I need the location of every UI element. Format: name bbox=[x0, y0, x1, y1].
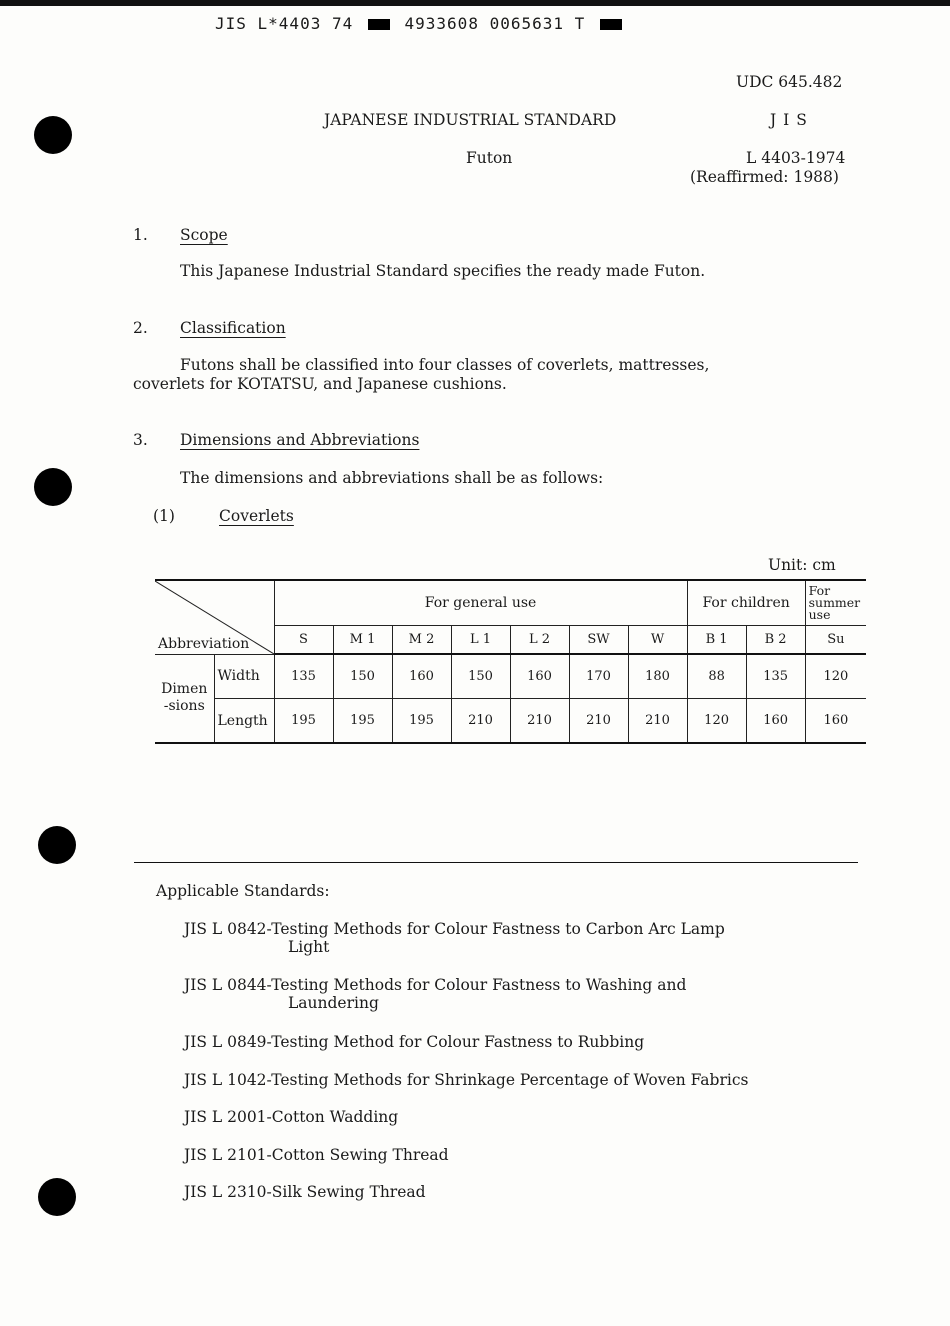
standard-title: JAPANESE INDUSTRIAL STANDARD bbox=[324, 111, 617, 129]
applicable-standard-item bbox=[184, 920, 725, 956]
section-number: 3. bbox=[133, 431, 148, 449]
standard-line: JIS L 0842-Testing Methods for Colour Fastness to Carbon Arc Lamp bbox=[184, 920, 725, 938]
row-label-length: Length bbox=[214, 699, 274, 744]
dimensions-label: Dimen-sions bbox=[155, 654, 214, 743]
subsection-number: (1) bbox=[153, 507, 175, 525]
punch-hole bbox=[34, 468, 72, 506]
table-cell: 195 bbox=[274, 699, 333, 744]
group-header-summer: For summer use bbox=[805, 580, 866, 626]
abbreviation-cell: SW bbox=[569, 626, 628, 655]
standard-number: L 4403-1974 bbox=[746, 149, 846, 167]
redaction-block bbox=[368, 19, 390, 30]
table-cell: 210 bbox=[510, 699, 569, 744]
applicable-standard-item: JIS L 2101-Cotton Sewing Thread bbox=[184, 1146, 449, 1164]
subject-title: Futon bbox=[466, 149, 513, 167]
applicable-standards-heading: Applicable Standards: bbox=[156, 882, 330, 900]
abbreviation-cell: M 1 bbox=[333, 626, 392, 655]
table-cell: 210 bbox=[451, 699, 510, 744]
abbreviation-cell: L 2 bbox=[510, 626, 569, 655]
group-header-general: For general use bbox=[274, 580, 687, 626]
table-cell: 120 bbox=[687, 699, 746, 744]
table-cell: 135 bbox=[274, 654, 333, 699]
section-title-dimensions: Dimensions and Abbreviations bbox=[180, 431, 420, 449]
table-cell: 160 bbox=[805, 699, 866, 744]
standard-line-continued: Laundering bbox=[288, 994, 379, 1012]
section-title-scope: Scope bbox=[180, 226, 228, 244]
abbreviation-header-cell bbox=[155, 580, 274, 654]
scope-text: This Japanese Industrial Standard specifies the ready made Futon. bbox=[180, 262, 706, 280]
table-cell: 195 bbox=[392, 699, 451, 744]
fax-header bbox=[215, 14, 626, 33]
jis-mark: J I S bbox=[770, 111, 808, 129]
reaffirmed-date: (Reaffirmed: 1988) bbox=[690, 168, 839, 186]
udc-code: UDC 645.482 bbox=[736, 73, 843, 91]
redaction-block bbox=[600, 19, 622, 30]
applicable-standard-item: JIS L 2001-Cotton Wadding bbox=[184, 1108, 399, 1126]
table-cell: 150 bbox=[451, 654, 510, 699]
abbreviation-cell: S bbox=[274, 626, 333, 655]
group-header-children: For children bbox=[687, 580, 805, 626]
row-label-width: Width bbox=[214, 654, 274, 699]
table-cell: 135 bbox=[746, 654, 805, 699]
table-cell: 150 bbox=[333, 654, 392, 699]
abbreviation-cell: Su bbox=[805, 626, 866, 655]
abbreviation-cell: W bbox=[628, 626, 687, 655]
applicable-standard-item: JIS L 1042-Testing Methods for Shrinkage Percentage of Woven Fabrics bbox=[184, 1071, 749, 1089]
section-number: 1. bbox=[133, 226, 148, 244]
table-cell: 180 bbox=[628, 654, 687, 699]
table-cell: 160 bbox=[746, 699, 805, 744]
table-cell: 170 bbox=[569, 654, 628, 699]
punch-hole bbox=[38, 826, 76, 864]
punch-hole bbox=[38, 1178, 76, 1216]
table-cell: 210 bbox=[569, 699, 628, 744]
subsection-title-coverlets: Coverlets bbox=[219, 507, 294, 525]
table-cell: 120 bbox=[805, 654, 866, 699]
table-row-width bbox=[155, 654, 866, 699]
applicable-standard-item: JIS L 2310-Silk Sewing Thread bbox=[184, 1183, 426, 1201]
fax-header-right: 4933608 0065631 T bbox=[404, 14, 586, 33]
table-cell: 160 bbox=[510, 654, 569, 699]
abbreviation-label: Abbreviation bbox=[158, 635, 250, 652]
section-title-classification: Classification bbox=[180, 319, 286, 337]
section-number: 2. bbox=[133, 319, 148, 337]
applicable-standard-item bbox=[184, 976, 686, 1012]
standard-line: JIS L 0844-Testing Methods for Colour Fastness to Washing and bbox=[184, 976, 687, 994]
table-cell: 88 bbox=[687, 654, 746, 699]
top-border bbox=[0, 0, 950, 6]
coverlet-dimensions-table bbox=[155, 579, 866, 744]
punch-hole bbox=[34, 116, 72, 154]
standard-line-continued: Light bbox=[288, 938, 330, 956]
abbreviation-cell: B 1 bbox=[687, 626, 746, 655]
table-row-length bbox=[155, 699, 866, 744]
unit-label: Unit: cm bbox=[768, 556, 836, 574]
applicable-standard-item: JIS L 0849-Testing Method for Colour Fastness to Rubbing bbox=[184, 1033, 645, 1051]
table-cell: 210 bbox=[628, 699, 687, 744]
classification-text-line1: Futons shall be classified into four classes of coverlets, mattresses, bbox=[180, 356, 710, 374]
abbreviation-cell: L 1 bbox=[451, 626, 510, 655]
fax-header-left: JIS L*4403 74 bbox=[215, 14, 354, 33]
classification-text-line2: coverlets for KOTATSU, and Japanese cushions. bbox=[133, 375, 507, 393]
dimensions-intro: The dimensions and abbreviations shall be as follows: bbox=[180, 469, 604, 487]
abbreviation-cell: M 2 bbox=[392, 626, 451, 655]
abbreviation-cell: B 2 bbox=[746, 626, 805, 655]
table-cell: 195 bbox=[333, 699, 392, 744]
footnote-divider bbox=[134, 862, 858, 863]
table-cell: 160 bbox=[392, 654, 451, 699]
